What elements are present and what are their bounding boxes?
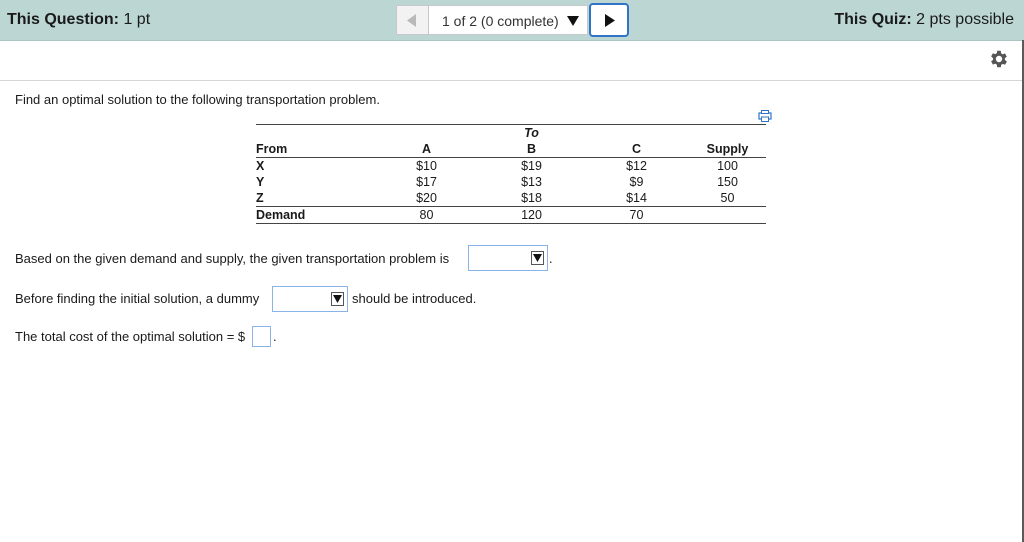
supply-header: Supply <box>689 141 766 158</box>
cost-cell: $12 <box>626 159 647 173</box>
dummy-question-text: Before finding the initial solution, a dummy <box>15 291 260 306</box>
cost-cell: $13 <box>521 175 542 189</box>
demand-row <box>256 207 766 224</box>
cost-cell: $9 <box>629 175 644 189</box>
question-header <box>0 0 1024 41</box>
balance-type-dropdown[interactable] <box>468 245 548 271</box>
dummy-type-dropdown[interactable] <box>272 286 348 312</box>
cost-cell: $19 <box>521 159 542 173</box>
period: . <box>273 329 277 344</box>
period: . <box>549 251 553 266</box>
source-y: Y <box>256 175 265 189</box>
problem-prompt: Find an optimal solution to the following transportation problem. <box>15 92 380 107</box>
print-icon[interactable] <box>758 110 772 122</box>
dest-a-header: A <box>374 141 479 158</box>
supply-cell: 100 <box>717 159 738 173</box>
cost-cell: $17 <box>416 175 437 189</box>
gear-icon[interactable] <box>988 48 1010 70</box>
triangle-down-icon <box>533 254 542 262</box>
transportation-table-body <box>256 124 766 224</box>
source-z: Z <box>256 191 264 205</box>
cost-cell: $10 <box>416 159 437 173</box>
to-header-label: To <box>479 125 584 142</box>
table-row <box>256 158 766 175</box>
total-cost-question-text: The total cost of the optimal solution = $ <box>15 329 246 344</box>
demand-cell: 80 <box>374 207 479 224</box>
header-row <box>256 141 766 158</box>
previous-question-button[interactable] <box>396 5 428 35</box>
chevron-left-icon <box>407 14 417 27</box>
dest-c-header: C <box>584 141 689 158</box>
dummy-question-suffix: should be introduced. <box>352 291 477 306</box>
question-points: This Question: 1 pt <box>7 11 151 28</box>
question-progress-dropdown[interactable] <box>428 5 588 35</box>
demand-label: Demand <box>256 207 374 224</box>
cost-cell: $14 <box>626 191 647 205</box>
cost-cell: $18 <box>521 191 542 205</box>
next-question-button[interactable] <box>589 3 629 37</box>
supply-cell: 150 <box>717 175 738 189</box>
source-x: X <box>256 159 265 173</box>
from-header-label: From <box>256 141 374 158</box>
header-divider <box>0 80 1022 81</box>
total-cost-input[interactable] <box>252 326 271 347</box>
table-row <box>256 174 766 190</box>
triangle-down-icon <box>567 16 579 26</box>
quiz-points: This Quiz: 2 pts possible <box>834 11 1014 28</box>
demand-cell: 70 <box>584 207 689 224</box>
demand-cell: 120 <box>479 207 584 224</box>
play-right-icon <box>605 14 615 27</box>
supply-cell: 50 <box>720 191 735 205</box>
cost-cell: $20 <box>416 191 437 205</box>
dest-b-header: B <box>479 141 584 158</box>
table-row <box>256 190 766 207</box>
balance-question-text: Based on the given demand and supply, the given transportation problem is <box>15 251 450 266</box>
triangle-down-icon <box>333 295 342 303</box>
question-progress-text: 1 of 2 (0 complete) <box>442 13 559 29</box>
